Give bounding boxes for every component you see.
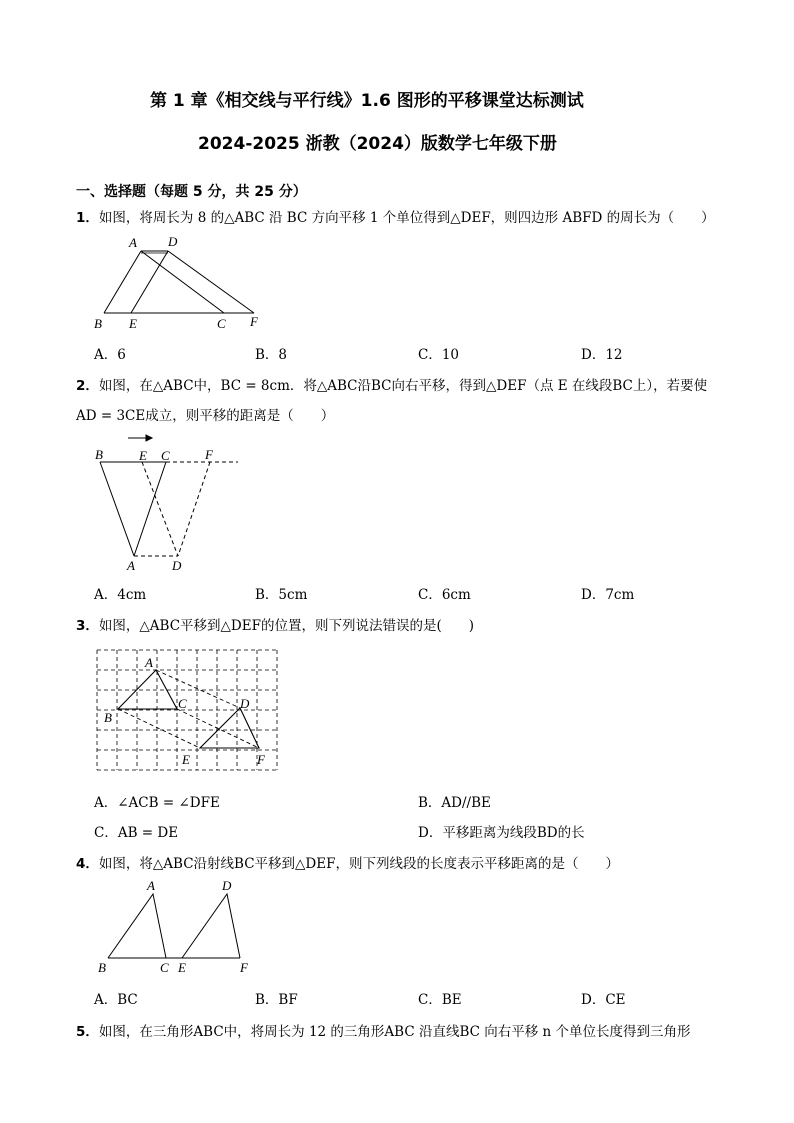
q4-label-D: D <box>222 878 232 893</box>
q4-option-b[interactable]: B．BF <box>255 992 298 1008</box>
q3-label-E: E <box>182 752 190 767</box>
question-text: 如图，将周长为 8 的△ABC 沿 BC 方向平移 1 个单位得到△DEF，则四边形 ABFD 的周长为（ ） <box>98 210 715 226</box>
q1-label-B: B <box>94 316 102 331</box>
q2-label-C: C <box>161 448 170 463</box>
question-text: 如图，在三角形ABC中，将周长为 12 的三角形ABC 沿直线BC 向右平移 n 个单位长度得到三角形 <box>98 1024 691 1040</box>
q1-label-C: C <box>217 316 226 331</box>
q4-label-A: A <box>147 878 155 893</box>
title-line-1: 第 1 章《相交线与平行线》1.6 图形的平移课堂达标测试 <box>150 91 584 111</box>
question-number: 2． <box>76 378 99 394</box>
question-number: 4． <box>76 856 99 872</box>
q2-option-c[interactable]: C．6cm <box>418 587 471 603</box>
question-2-line-2: AD = 3CE成立，则平移的距离是（ ） <box>76 408 335 424</box>
q1-option-a[interactable]: A．6 <box>94 347 126 363</box>
q4-option-c[interactable]: C．BE <box>418 992 462 1008</box>
section-heading: 一、选择题（每题 5 分，共 25 分） <box>76 184 307 200</box>
question-number: 3． <box>76 618 99 634</box>
question-number: 5． <box>76 1024 99 1040</box>
q2-option-a[interactable]: A．4cm <box>94 587 147 603</box>
q2-option-b[interactable]: B．5cm <box>255 587 308 603</box>
q3-label-C: C <box>178 696 187 711</box>
q4-option-d[interactable]: D．CE <box>581 992 626 1008</box>
q3-label-F: F <box>257 752 265 767</box>
q2-label-B: B <box>95 447 103 462</box>
q4-option-a[interactable]: A．BC <box>94 992 138 1008</box>
q3-option-b[interactable]: B．AD//BE <box>418 795 491 811</box>
q3-option-a[interactable]: A．∠ACB = ∠DFE <box>94 795 220 811</box>
q4-label-B: B <box>98 960 106 975</box>
q3-label-B: B <box>104 710 112 725</box>
q3-option-c[interactable]: C．AB = DE <box>94 825 179 841</box>
q2-label-F: F <box>205 447 213 462</box>
question-text-line-1: 如图，在△ABC中，BC = 8cm．将△ABC沿BC向右平移，得到△DEF（点 E 在线段BC上），若要使 <box>98 378 708 394</box>
question-number: 1． <box>76 210 99 226</box>
q1-option-d[interactable]: D．12 <box>581 347 623 363</box>
q2-option-d[interactable]: D．7cm <box>581 587 635 603</box>
q1-label-D: D <box>168 234 178 249</box>
q2-label-A: A <box>127 558 135 573</box>
q4-label-F: F <box>240 960 248 975</box>
q4-label-C: C <box>160 960 169 975</box>
q3-label-A: A <box>145 655 153 670</box>
q3-label-D: D <box>240 696 250 711</box>
q2-label-D: D <box>172 558 182 573</box>
q4-label-E: E <box>178 960 186 975</box>
q1-label-A: A <box>129 235 137 250</box>
question-text: 如图，△ABC平移到△DEF的位置，则下列说法错误的是( ) <box>98 618 474 634</box>
q1-option-c[interactable]: C．10 <box>418 347 460 363</box>
q1-label-E: E <box>129 316 137 331</box>
q1-option-b[interactable]: B．8 <box>255 347 288 363</box>
q2-label-E: E <box>139 448 147 463</box>
question-5 <box>76 1020 691 1040</box>
question-text: 如图，将△ABC沿射线BC平移到△DEF，则下列线段的长度表示平移距离的是（ ） <box>98 856 619 872</box>
q3-option-d[interactable]: D．平移距离为线段BD的长 <box>418 825 585 841</box>
title-line-2: 2024-2025 浙教（2024）版数学七年级下册 <box>198 134 557 154</box>
q1-label-F: F <box>250 314 258 329</box>
